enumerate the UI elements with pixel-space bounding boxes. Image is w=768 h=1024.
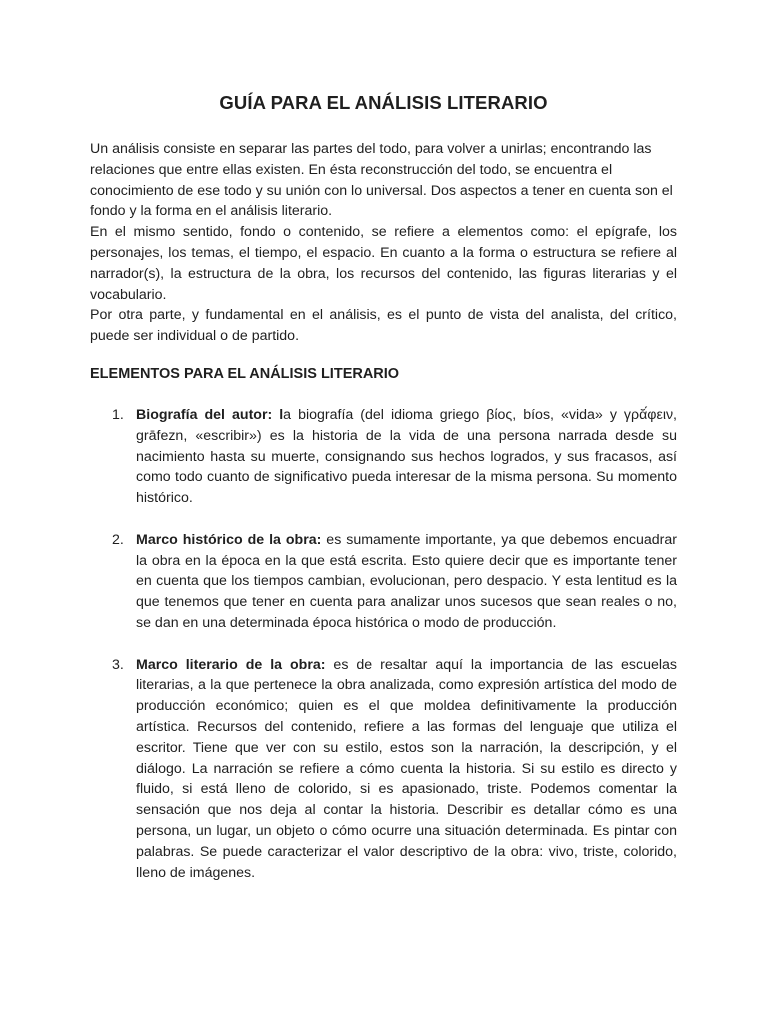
list-item-marco-literario [90,655,677,884]
list-item-term: Biografía del autor: l [136,407,284,423]
elements-list [90,405,677,904]
intro-paragraph-1: Un análisis consiste en separar las partes del todo, para volver a unirlas; encontrando las relaciones que entre ellas existen. En ésta reconstrucción del todo, se encuentra el conocimiento de ese todo y su unión con lo universal. Dos aspectos a tener en cuenta son el fondo y la forma en el análisis literario. [90,141,673,220]
list-item-number: 3. [112,656,124,673]
intro-paragraph-2: En el mismo sentido, fondo o contenido, se refiere a elementos como: el epígrafe, los personajes, los temas, el tiempo, el espacio. En cuanto a la forma o estructura se refiere al narrador(s), la estructura de la obra, los recursos del contenido, las figuras literarias y el vocabulario. [90,224,677,303]
list-item-number: 2. [112,531,124,548]
list-item-number: 1. [112,407,124,423]
list-item-text: es sumamente importante, ya que debemos encuadrar la obra en la época en la que está escrita. Esto quiere decir que es importante tener en cuenta que los tiempos cambian, evolucionan, pero despacio. Y esta lentitud es la que tenemos que tener en cuenta para analizar unos sucesos que sean reales o no, se dan en una determinada época histórica o modo de producción. [136,531,677,631]
section-heading: ELEMENTOS PARA EL ANÁLISIS LITERARIO [90,366,400,382]
document-title: GUÍA PARA EL ANÁLISIS LITERARIO [219,92,548,113]
list-item-term: Marco histórico de la obra: [136,531,322,548]
list-item-term: Marco literario de la obra: [136,656,326,673]
list-item-text: es de resaltar aquí la importancia de las escuelas literarias, a la que pertenece la obra analizada, como expresión artística del modo de producción económico; quien es el que moldea definitivamente la producción artística. Recursos del contenido, refiere a las formas del lenguaje que utiliza el escritor. Tiene que ver con su estilo, estos son la narración, la descripción, y el diálogo. La narración se refiere a cómo cuenta la historia. Si su estilo es directo y fluido, si está lleno de colorido, si es apasionado, triste. Podemos comentar la sensación que nos deja al contar la historia. Describir es detallar cómo es una persona, un lugar, un objeto o cómo ocurre una situación determinada. Es pintar con palabras. Se puede caracterizar el valor descriptivo de la obra: vivo, triste, colorido, lleno de imágenes. [136,656,677,881]
list-item-text: a biografía (del idioma griego βίος, bíos, «vida» y γρᾰ́φειν, grāfezn, «escribir») es la historia de la vida de una persona narrada desde su nacimiento hasta su muerte, consignando sus hechos logrados, y sus fracasos, así como todo cuanto de significativo pueda interesar de la misma persona. Su momento histórico. [136,407,678,507]
intro-paragraph-3: Por otra parte, y fundamental en el análisis, es el punto de vista del analista, del crítico, puede ser individual o de partido. [90,307,677,345]
list-item-biografia [90,405,677,509]
intro-section [90,139,677,347]
list-item-marco-historico [90,530,677,634]
